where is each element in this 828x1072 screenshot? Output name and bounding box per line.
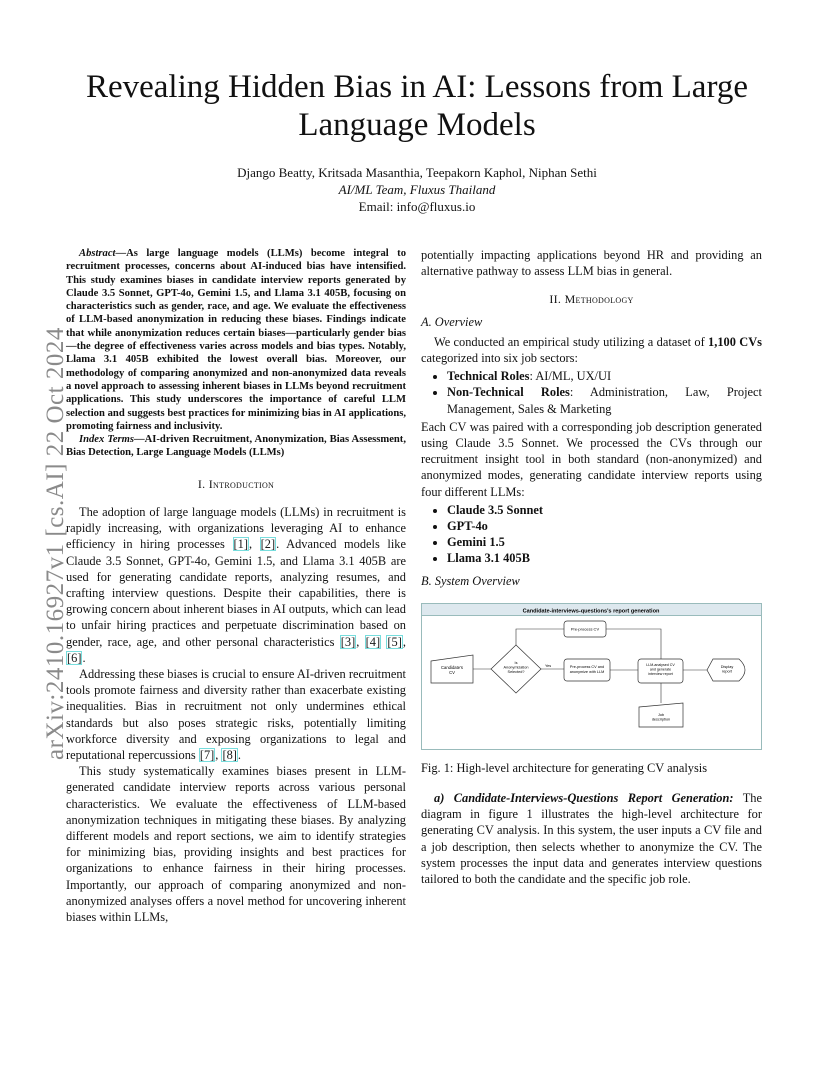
diagram-title: Candidate-interviews-questions's report generation — [522, 608, 660, 615]
citation-link[interactable]: [3] — [340, 634, 356, 649]
section-heading-introduction: I. Introduction — [197, 476, 275, 491]
abstract-label: Abstract — [79, 248, 116, 259]
email: Email: info@fluxus.io — [358, 199, 476, 214]
index-terms-text: —AI-driven Recruitment, Anonymization, Bias Assessment, Bias Detection, Large Language Models (LLMs) — [66, 434, 406, 459]
citation-link[interactable]: [6] — [67, 650, 82, 665]
right-column — [421, 247, 762, 887]
node-cv-label: Candidate's CV — [441, 664, 463, 675]
overview-paragraph: We conducted an empirical study utilizing a dataset of 1,100 CVs categorized into six job sectors: — [421, 334, 762, 366]
arxiv-id: arXiv:2410.16927v1 [cs.AI] 22 Oct 2024 — [42, 327, 69, 760]
method-paragraph: Each CV was paired with a corresponding job description generated using Claude 3.5 Sonnet. We processed the CVs through our recruitment insight tool in both standard (non-anonymized) and anonymized modes, generating candidate interview reports using four different LLMs: — [421, 419, 762, 499]
list-item: • Non-Technical Roles: Administration, Law, Project Management, Sales & Marketing — [447, 384, 762, 416]
list-item: • Claude 3.5 Sonnet — [447, 502, 762, 518]
list-item: • Gemini 1.5 — [447, 534, 762, 550]
subsection-system-overview: B. System Overview — [421, 573, 520, 588]
node-llm-label: LLM-analysed CV and generate interview report — [646, 662, 675, 676]
model-list — [421, 502, 762, 567]
affiliation: AI/ML Team, Fluxus Thailand — [338, 182, 496, 197]
citation-link[interactable]: [1] — [233, 537, 248, 552]
intro-continuation: potentially impacting applications beyond HR and providing an alternative pathway to assess LLM bias in general. — [421, 248, 762, 279]
abstract-text: —As large language models (LLMs) become integral to recruitment processes, concerns about AI-induced bias have intensified. This study examines biases in candidate interview reports generated by Claude 3.5 Sonnet, GPT-4o, Gemini 1.5, and Llama 3.1 405B, focusing on characteristics such as gender, race, and age. We evaluate the effectiveness of LLM-based anonymization in reducing these biases. Findings indicate that while anonymization reduces certain biases—particularly gender bias—the degree of effectiveness varies across models and bias types. Notably, Llama 3.1 405B exhibited the lowest overall bias. Moreover, our methodology of comparing anonymized and non-anonymized data reveals a novel approach to assessing inherent biases in LLMs beyond recruitment applications. This study underscores the importance of careful LLM selection and suggests best practices for minimizing bias in AI applications, promoting fairness and inclusivity. — [66, 248, 406, 432]
node-display-label: Display report — [720, 664, 734, 674]
node-decision-label: Is Anonymization Selected? — [503, 660, 529, 674]
authors: Django Beatty, Kritsada Masanthia, Teepakorn Kaphol, Niphan Sethi — [237, 165, 597, 180]
index-terms — [66, 433, 406, 460]
subsection-overview: A. Overview — [421, 314, 483, 329]
list-item: • GPT-4o — [447, 518, 762, 534]
citation-link[interactable]: [5] — [387, 634, 402, 649]
citation-link[interactable]: [2] — [260, 537, 276, 552]
intro-paragraph-1: The adoption of large language models (LLMs) in recruitment is rapidly increasing, with organizations leveraging AI to enhance efficiency in hiring processes [1], [2]. Advanced models like Claude 3.5 Sonnet, GPT-4o, Gemini 1.5, and Llama 3.1 405B are used for generating candidate reports, analyzing resumes, and crafting interview questions. Despite their capabilities, there is growing concern about inherent biases in AI outputs, which can lead to unfair hiring practices and perpetuate discrimination based on gender, race, age, and other personal characteristics [3], [4] [5], [6]. — [66, 504, 406, 665]
section-heading-methodology: II. Methodology — [549, 292, 634, 307]
node-job-label: Job description — [651, 712, 671, 722]
architecture-diagram — [421, 603, 762, 750]
edge-yes-label: Yes — [545, 663, 552, 668]
abstract — [66, 247, 406, 433]
arxiv-stamp — [22, 300, 69, 760]
figure-caption: Fig. 1: High-level architecture for generating CV analysis — [421, 760, 708, 775]
index-terms-label: Index Terms — [79, 434, 135, 446]
node-preprocess-label: Pre-process CV — [570, 626, 600, 632]
list-item: • Llama 3.1 405B — [447, 550, 762, 566]
role-list — [421, 368, 762, 417]
citation-link[interactable]: [8] — [222, 748, 237, 762]
left-column — [66, 247, 406, 925]
node-anonymize-label: Pre-process CV and anonymize with LLM — [569, 664, 605, 674]
list-item: • Technical Roles: AI/ML, UX/UI — [447, 368, 762, 384]
citation-link[interactable]: [7] — [199, 748, 215, 762]
intro-paragraph-2: Addressing these biases is crucial to ensure AI-driven recruitment tools promote fairness and diversity rather than exacerbate existing inequalities. Bias in recruitment not only undermines ethical standards but also poses strategic risks, potentially limiting workforce diversity and exposing organizations to legal and reputational repercussions [7], [8]. — [66, 666, 406, 762]
citation-link[interactable]: [4] — [365, 634, 381, 649]
author-block — [70, 164, 764, 215]
intro-paragraph-3: This study systematically examines biases present in LLM-generated candidate interview reports across various personal characteristics. We evaluate the effectiveness of LLM-based anonymization techniques in mitigating these biases. By analyzing different models and report sections, we aim to identify strategies for minimizing bias, providing insights and best practices for organizations to enhance fairness in their hiring processes. Importantly, our approach of comparing anonymized and non-anonymized analyses offers a novel method for uncovering inherent biases within LLMs, — [66, 764, 406, 925]
paper-title: Revealing Hidden Bias in AI: Lessons from Large Language Models — [85, 69, 748, 143]
report-generation-paragraph: a) Candidate-Interviews-Questions Report Generation: The diagram in figure 1 illustrates the high-level architecture for generating CV analysis. In this system, the user inputs a CV file and a job description, then selects whether to anonymize the CV. The system processes the input data and generates interview questions tailored to both the candidate and the specific job role. — [421, 791, 763, 887]
